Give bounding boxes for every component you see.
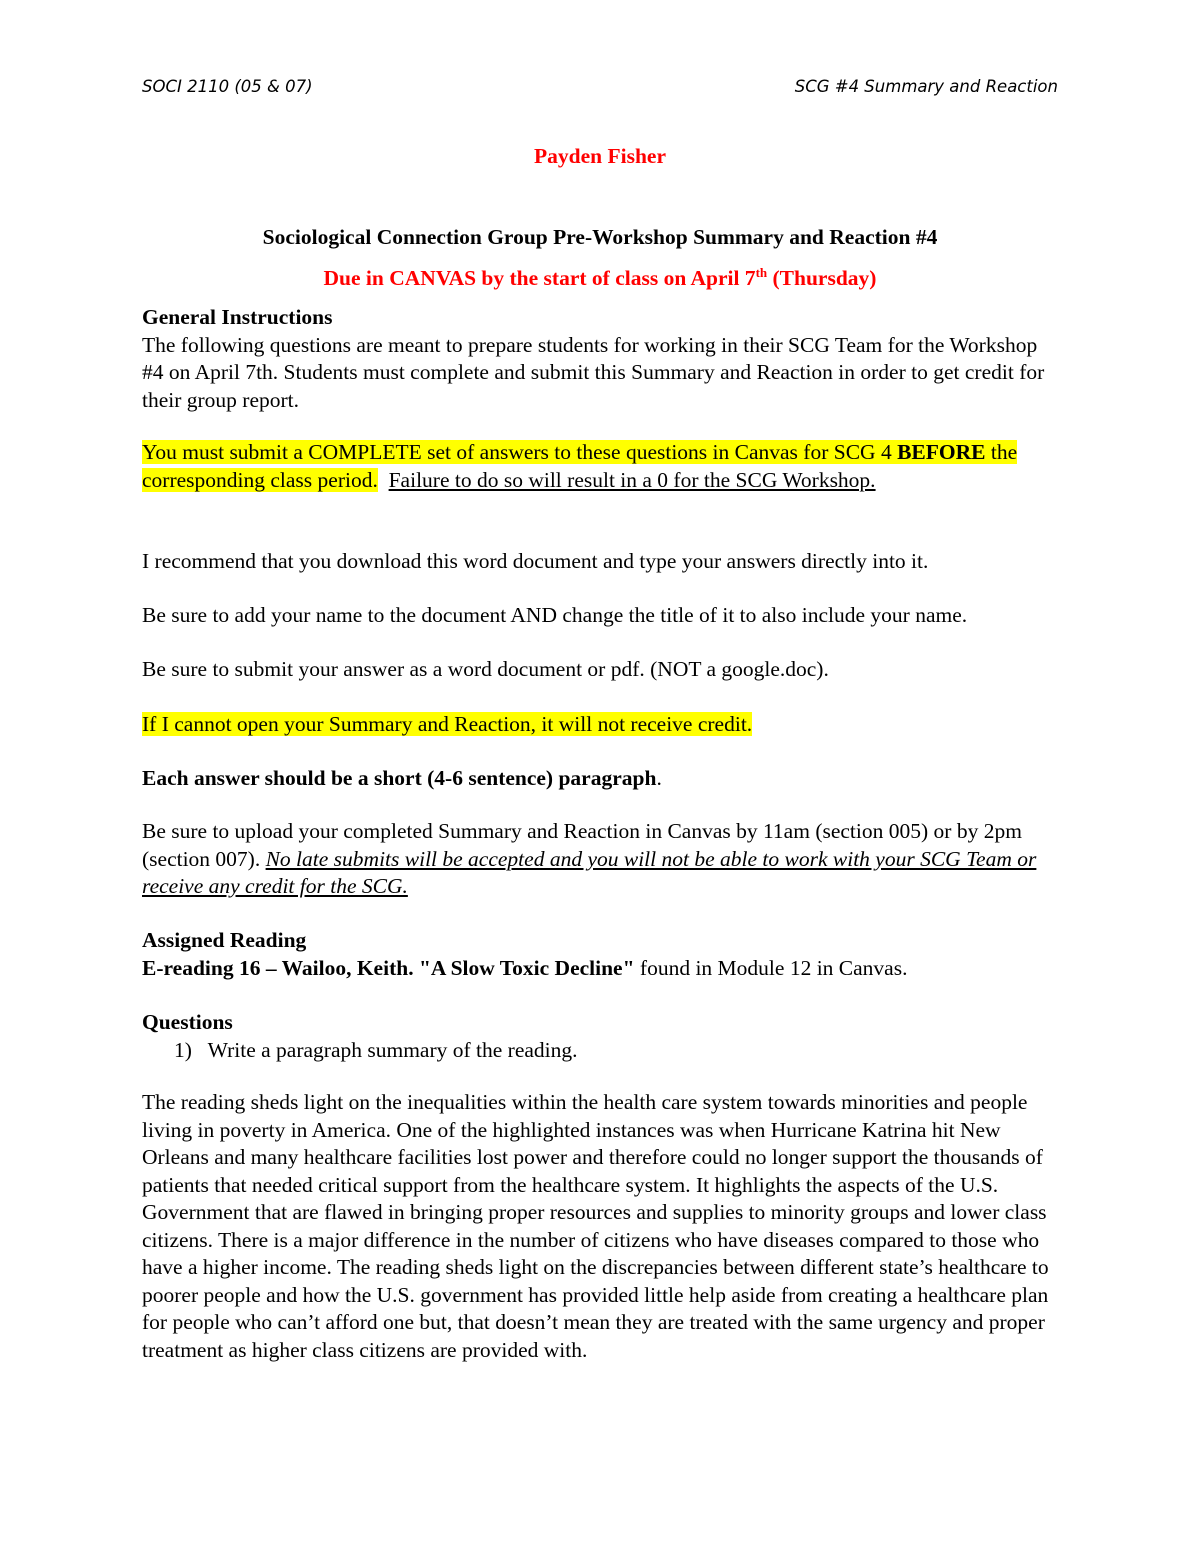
student-name: Payden Fisher bbox=[534, 144, 666, 168]
recommend-note: I recommend that you download this word document and type your answers directly into it. bbox=[142, 549, 929, 573]
instructions-heading: General Instructions bbox=[142, 305, 333, 329]
format-note: Be sure to submit your answer as a word document or pdf. (NOT a google.doc). bbox=[142, 657, 829, 681]
answer-length bbox=[142, 765, 1062, 793]
submit-before: BEFORE bbox=[897, 440, 986, 464]
submit-text-1: You must submit a COMPLETE set of answers to these questions in Canvas for SCG 4 bbox=[142, 440, 898, 464]
submit-requirement bbox=[142, 439, 1062, 494]
due-prefix: Due in CANVAS by the start of class on April 7 bbox=[323, 266, 756, 290]
document-title: Sociological Connection Group Pre-Workshop Summary and Reaction #4 bbox=[262, 225, 938, 249]
question-number: 1) bbox=[174, 1037, 192, 1062]
submit-text-2: the corresponding class period. bbox=[142, 440, 1018, 492]
answer-length-end: . bbox=[656, 766, 662, 790]
reading-title: E-reading 16 – Wailoo, Keith. "A Slow Toxic Decline" bbox=[142, 955, 635, 980]
reading-heading: Assigned Reading bbox=[142, 928, 307, 952]
instructions-intro: The following questions are meant to prepare students for working in their SCG Team for the Workshop #4 on April 7th. Students must complete and submit this Summary and Reaction in order to get credit for their group report. bbox=[142, 332, 1045, 412]
questions-heading: Questions bbox=[142, 1010, 233, 1034]
answer-length-text: Each answer should be a short (4-6 sentence) paragraph bbox=[142, 766, 657, 790]
due-sup: th bbox=[755, 264, 768, 280]
credit-note-text: If I cannot open your Summary and Reaction, it will not receive credit. bbox=[142, 712, 753, 736]
name-note: Be sure to add your name to the document AND change the title of it to also include your name. bbox=[142, 603, 968, 627]
questions-section bbox=[142, 1009, 1062, 1064]
due-after: (Thursday) bbox=[767, 266, 877, 290]
question-text: Write a paragraph summary of the reading. bbox=[207, 1037, 578, 1062]
header-doc-label: SCG #4 Summary and Reaction bbox=[794, 77, 1058, 96]
reading-location: found in Module 12 in Canvas. bbox=[634, 955, 908, 980]
upload-note-text: Be sure to upload your completed Summary and Reaction in Canvas by 11am (section 005) or by 2pm (section 007). bbox=[142, 819, 1022, 871]
question-item bbox=[142, 1037, 1062, 1065]
credit-note bbox=[142, 711, 1062, 739]
answer-paragraph: The reading sheds light on the inequalities within the health care system towards minorities and people living in poverty in America. One of the highlighted instances was when Hurricane Katrina hit New Orleans and many healthcare facilities lost power and therefore could no longer support the thousands of patients that needed critical support from the healthcare system. It highlights the aspects of the U.S. Government that are flawed in bringing proper resources and supplies to minority groups and lower class citizens. There is a major difference in the number of citizens who have diseases compared to those who have a higher income. The reading sheds light on the discrepancies between different state’s healthcare to poorer people and how the U.S. government has provided little help aside from creating a healthcare plan for people who can’t afford one but, that doesn’t mean they are treated with the same urgency and proper treatment as higher class citizens are provided with. bbox=[142, 1090, 1049, 1362]
submit-warning: Failure to do so will result in a 0 for the SCG Workshop. bbox=[388, 467, 876, 492]
due-line bbox=[0, 265, 1200, 293]
header-course: SOCI 2110 (05 & 07) bbox=[142, 77, 313, 96]
assigned-reading bbox=[142, 927, 1062, 982]
general-instructions bbox=[142, 304, 1062, 414]
late-note: No late submits will be accepted and you will not be able to work with your SCG Team or receive any credit for the SCG. bbox=[142, 846, 1037, 898]
upload-note bbox=[142, 818, 1062, 901]
